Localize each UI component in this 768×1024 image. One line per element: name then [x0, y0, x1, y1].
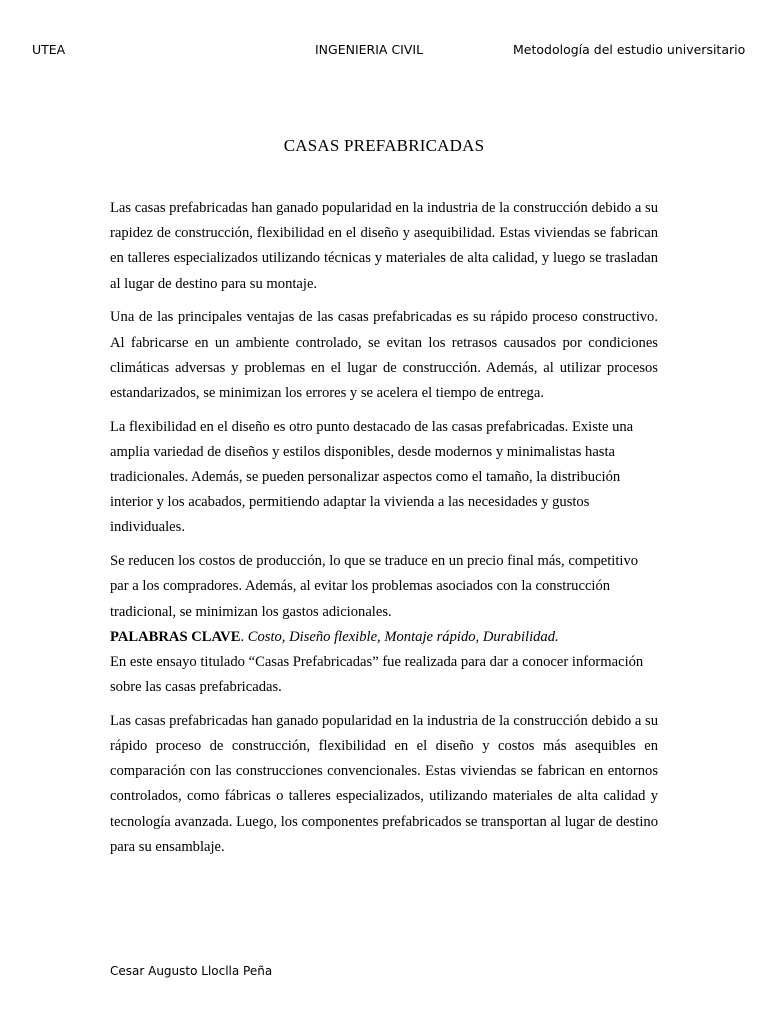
document-title: CASAS PREFABRICADAS: [283, 136, 485, 155]
closing-paragraph: Las casas prefabricadas han ganado popularidad en la industria de la construcción debido a su rápido proceso de construcción, flexibilidad en el diseño y costos más asequibles en comparación con las construcciones convencionales. Estas viviendas se fabrican en entornos controlados, como fábricas o talleres especializados, utilizando materiales de alta calidad y tecnología avanzada. Luego, los componentes prefabricados se transportan al lugar de destino para su ensamblaje.: [110, 712, 658, 855]
header-course: Metodología del estudio universitario: [513, 42, 746, 57]
intro-paragraph: En este ensayo titulado “Casas Prefabricadas” fue realizada para dar a conocer información sobre las casas prefabricadas.: [110, 653, 644, 696]
paragraph-1: Las casas prefabricadas han ganado popularidad en la industria de la construcción debido a su rapidez de construcción, flexibilidad en el diseño y asequibilidad. Estas viviendas se fabrican en talleres especializados utilizando técnicas y materiales de alta calidad, y luego se trasladan al lugar de destino para su montaje.: [110, 200, 658, 292]
header-faculty: INGENIERIA CIVIL: [315, 42, 424, 57]
keywords-line: [110, 625, 658, 650]
paragraph-4: Se reducen los costos de producción, lo que se traduce en un precio final más, competitivo par a los compradores. Además, al evitar los problemas asociados con la construcción tradicional, se minimizan los gastos adicionales.: [110, 553, 639, 620]
keywords-label: PALABRAS CLAVE: [110, 628, 241, 645]
header-institution: UTEA: [32, 42, 66, 57]
keywords-list: Costo, Diseño flexible, Montaje rápido, Durabilidad.: [247, 628, 559, 645]
keywords-separator: .: [240, 628, 245, 645]
paragraph-2: Una de las principales ventajas de las casas prefabricadas es su rápido proceso constructivo. Al fabricarse en un ambiente controlado, se evitan los retrasos causados por condiciones climáticas adversas y problemas en el lugar de construcción. Además, al utilizar procesos estandarizados, se minimizan los errores y se acelera el tiempo de entrega.: [110, 309, 658, 401]
paragraph-3: La flexibilidad en el diseño es otro punto destacado de las casas prefabricadas. Existe una amplia variedad de diseños y estilos disponibles, desde modernos y minimalistas hasta tradicionales. Además, se pueden personalizar aspectos como el tamaño, la distribución interior y los acabados, permitiendo adaptar la vivienda a las necesidades y gustos individuales.: [110, 418, 634, 536]
document-body: [110, 196, 658, 860]
page-header: [0, 42, 768, 62]
footer-author: Cesar Augusto Lloclla Peña: [110, 964, 273, 978]
